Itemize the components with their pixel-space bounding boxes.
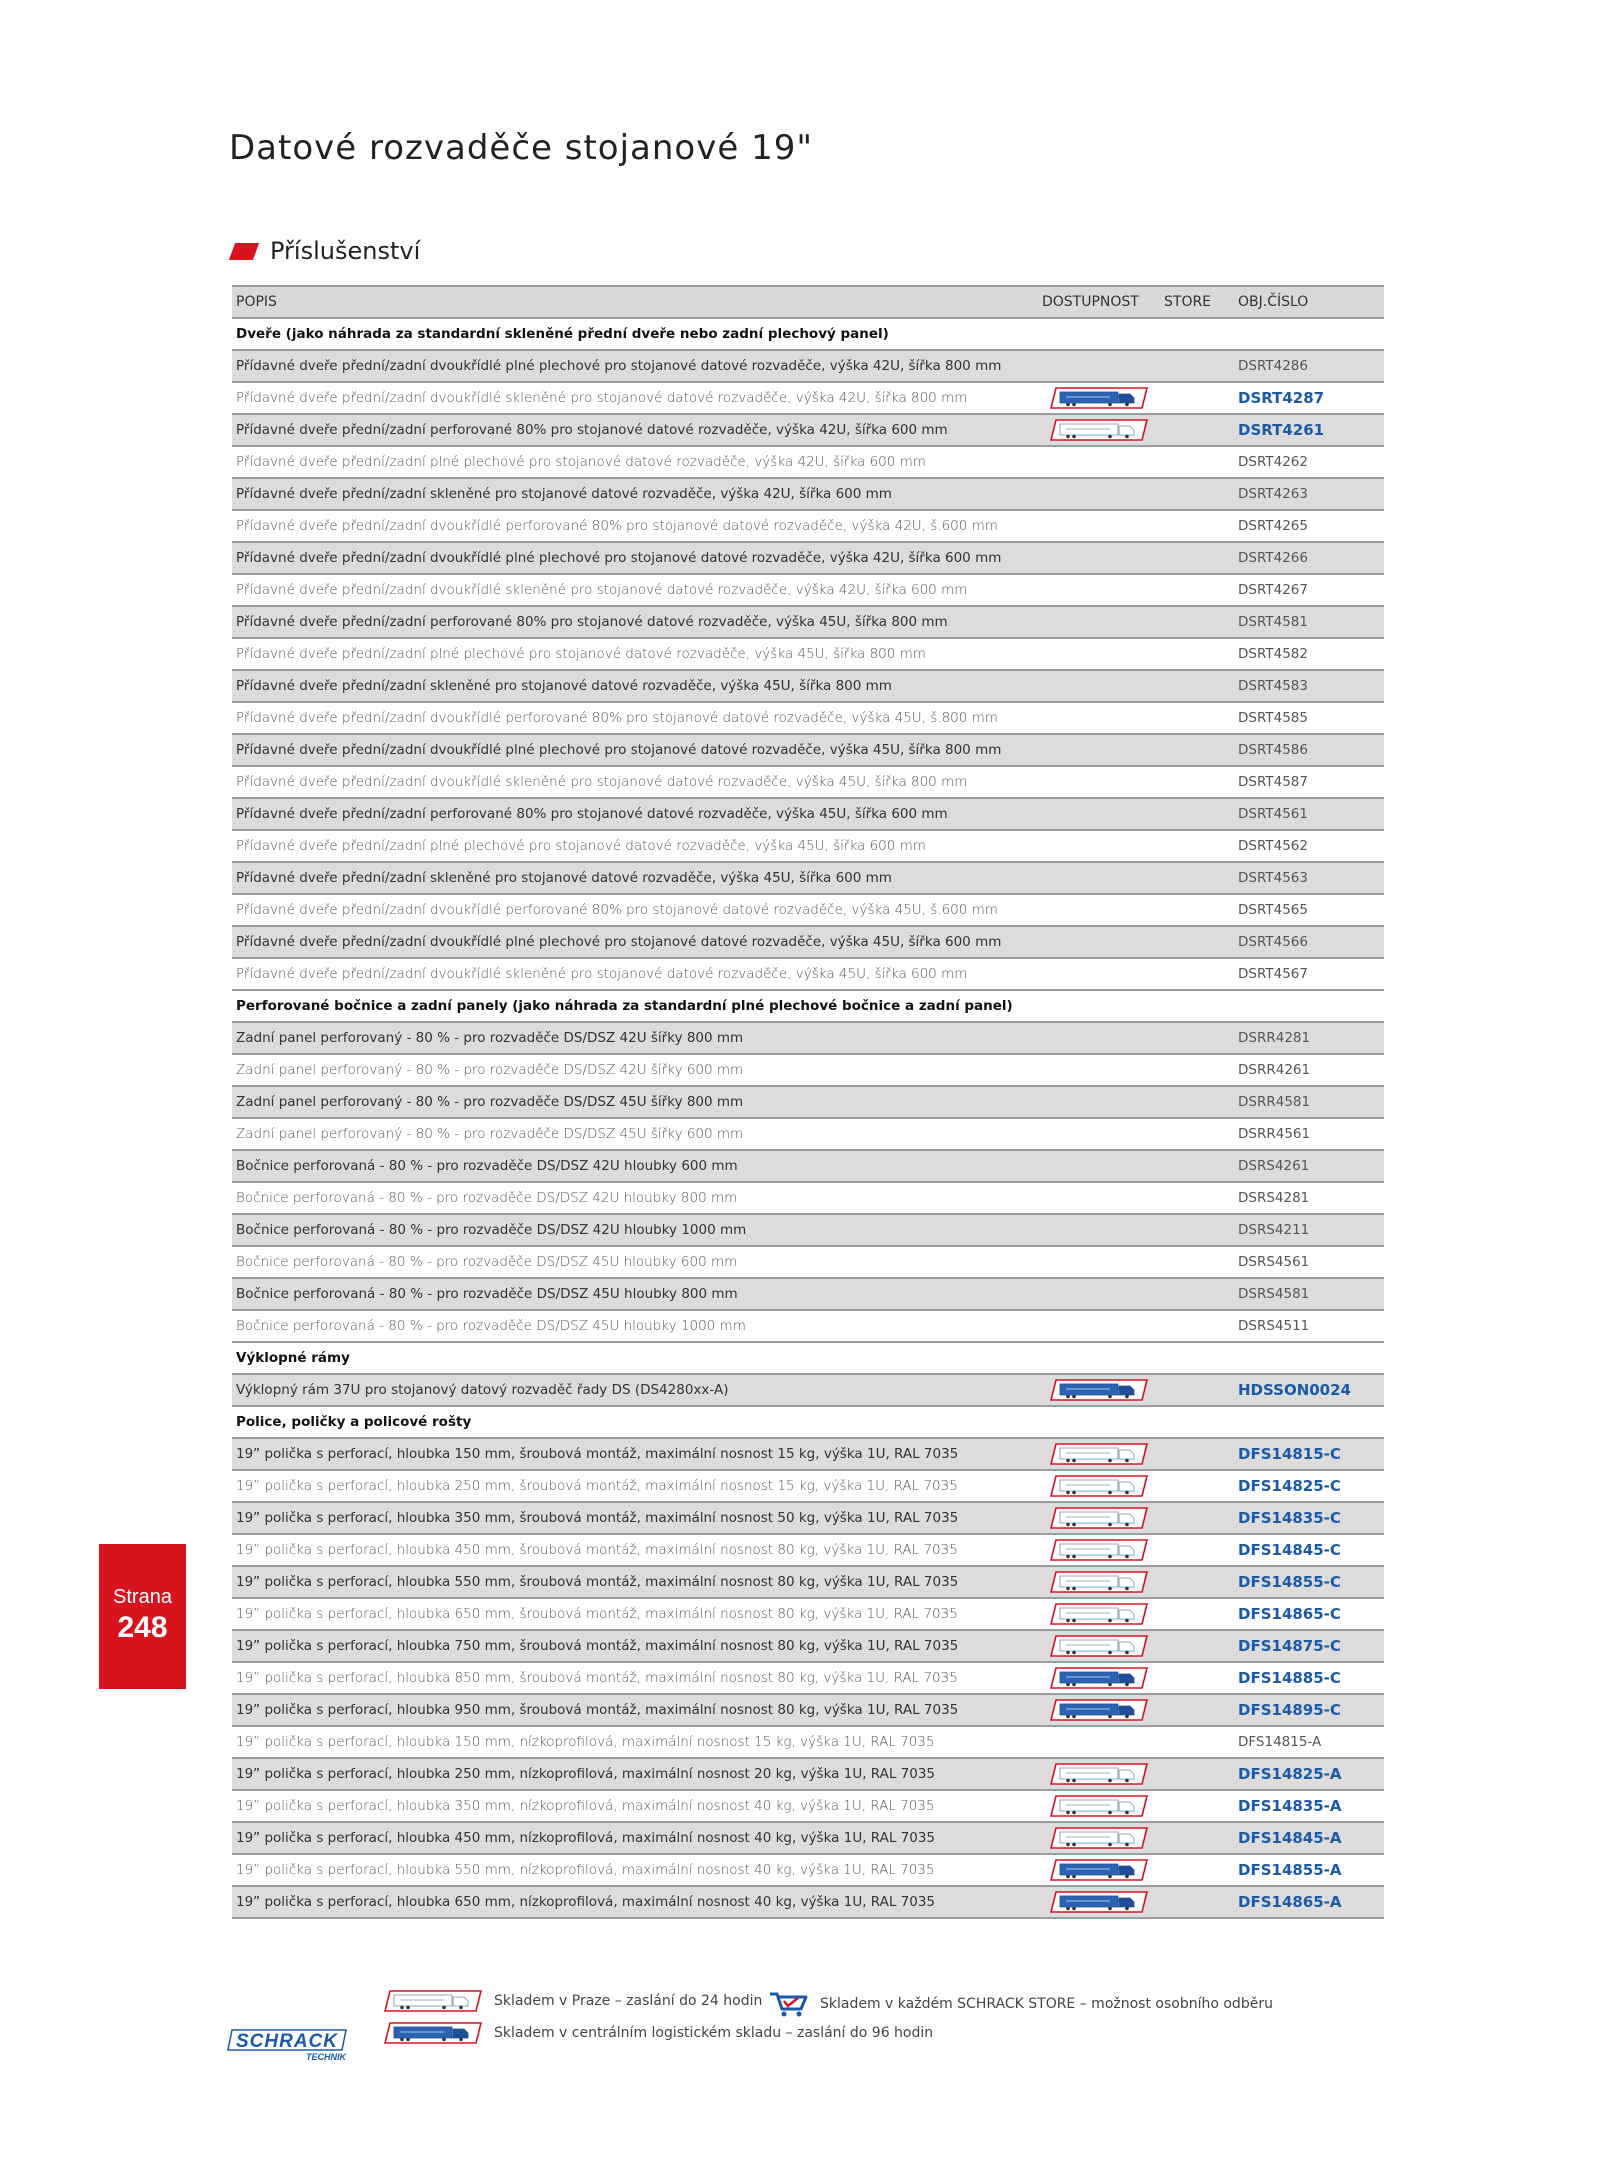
shopping-cart-icon (768, 1990, 808, 2018)
row-store (1160, 1086, 1234, 1118)
table-row (232, 766, 1384, 798)
row-store (1160, 926, 1234, 958)
row-description: Přídavné dveře přední/zadní skleněné pro stojanové datové rozvaděče, výška 45U, šířka 600 mm (232, 862, 1038, 894)
row-order-number: DSRS4261 (1234, 1150, 1384, 1182)
row-order-number: DFS14845-A (1234, 1822, 1384, 1854)
table-row (232, 958, 1384, 990)
header-dostupnost: DOSTUPNOST (1038, 286, 1160, 318)
row-order-number: DSRT4267 (1234, 574, 1384, 606)
truck-prague-icon (1050, 1763, 1148, 1785)
row-store (1160, 1854, 1234, 1886)
row-store (1160, 1022, 1234, 1054)
row-description: Zadní panel perforovaný - 80 % - pro rozvaděče DS/DSZ 45U šířky 800 mm (232, 1086, 1038, 1118)
row-store (1160, 1150, 1234, 1182)
row-order-number: DFS14855-A (1234, 1854, 1384, 1886)
truck-prague-icon (1050, 1475, 1148, 1497)
row-store (1160, 894, 1234, 926)
group-title: Police, poličky a policové rošty (232, 1406, 1384, 1438)
row-order-number: DSRT4581 (1234, 606, 1384, 638)
row-order-number: DSRS4581 (1234, 1278, 1384, 1310)
row-description: Přídavné dveře přední/zadní perforované 80% pro stojanové datové rozvaděče, výška 45U, šířka 600 mm (232, 798, 1038, 830)
row-store (1160, 1374, 1234, 1406)
row-store (1160, 1310, 1234, 1342)
legend-item-store (768, 1990, 1273, 2018)
row-availability (1038, 1022, 1160, 1054)
row-store (1160, 798, 1234, 830)
truck-prague-icon (1050, 1443, 1148, 1465)
row-description: 19” polička s perforací, hloubka 250 mm, šroubová montáž, maximální nosnost 15 kg, výška 1U, RAL 7035 (232, 1470, 1038, 1502)
row-order-number: DSRT4583 (1234, 670, 1384, 702)
row-description: Zadní panel perforovaný - 80 % - pro rozvaděče DS/DSZ 42U šířky 800 mm (232, 1022, 1038, 1054)
table-row (232, 1438, 1384, 1470)
row-description: Bočnice perforovaná - 80 % - pro rozvaděče DS/DSZ 42U hloubky 800 mm (232, 1182, 1038, 1214)
row-order-number: DSRR4281 (1234, 1022, 1384, 1054)
table-row (232, 1790, 1384, 1822)
row-availability (1038, 958, 1160, 990)
table-row (232, 446, 1384, 478)
truck-prague-icon (1050, 1571, 1148, 1593)
truck-prague-icon (1050, 1603, 1148, 1625)
row-order-number: DSRT4567 (1234, 958, 1384, 990)
row-store (1160, 830, 1234, 862)
truck-central-icon (1050, 1891, 1148, 1913)
row-store (1160, 734, 1234, 766)
table-row (232, 1214, 1384, 1246)
row-availability (1038, 414, 1160, 446)
table-row (232, 1630, 1384, 1662)
row-description: 19” polička s perforací, hloubka 150 mm, šroubová montáž, maximální nosnost 15 kg, výška 1U, RAL 7035 (232, 1438, 1038, 1470)
row-description: Přídavné dveře přední/zadní dvoukřídlé skleněné pro stojanové datové rozvaděče, výška 45U, šířka 600 mm (232, 958, 1038, 990)
table-row (232, 478, 1384, 510)
row-order-number: DSRT4286 (1234, 350, 1384, 382)
row-description: 19” polička s perforací, hloubka 450 mm, šroubová montáž, maximální nosnost 80 kg, výška 1U, RAL 7035 (232, 1534, 1038, 1566)
table-row (232, 1182, 1384, 1214)
row-description: Přídavné dveře přední/zadní plné plechové pro stojanové datové rozvaděče, výška 45U, šířka 600 mm (232, 830, 1038, 862)
table-body (232, 318, 1384, 1918)
section-title: Příslušenství (270, 237, 421, 265)
row-description: Přídavné dveře přední/zadní plné plechové pro stojanové datové rozvaděče, výška 42U, šířka 600 mm (232, 446, 1038, 478)
table-group-row (232, 1406, 1384, 1438)
row-store (1160, 1214, 1234, 1246)
row-order-number: DSRS4211 (1234, 1214, 1384, 1246)
row-availability (1038, 1054, 1160, 1086)
row-store (1160, 1886, 1234, 1918)
table-row (232, 1150, 1384, 1182)
table-header-row (232, 286, 1384, 318)
row-store (1160, 1662, 1234, 1694)
row-store (1160, 1118, 1234, 1150)
row-store (1160, 1470, 1234, 1502)
truck-central-icon (1050, 387, 1148, 409)
row-order-number: DSRT4261 (1234, 414, 1384, 446)
row-availability (1038, 1822, 1160, 1854)
truck-prague-icon (384, 1990, 494, 2012)
row-order-number: DSRR4261 (1234, 1054, 1384, 1086)
row-availability (1038, 1566, 1160, 1598)
row-availability (1038, 1726, 1160, 1758)
row-store (1160, 606, 1234, 638)
table-row (232, 510, 1384, 542)
row-availability (1038, 1470, 1160, 1502)
row-store (1160, 446, 1234, 478)
page-number: 248 (117, 1611, 168, 1644)
row-store (1160, 766, 1234, 798)
row-availability (1038, 1086, 1160, 1118)
row-availability (1038, 1598, 1160, 1630)
row-availability (1038, 446, 1160, 478)
row-order-number: DSRT4562 (1234, 830, 1384, 862)
truck-central-icon (384, 2022, 494, 2044)
row-availability (1038, 1502, 1160, 1534)
row-description: Přídavné dveře přední/zadní dvoukřídlé perforované 80% pro stojanové datové rozvaděče, výška 42U, š.600 mm (232, 510, 1038, 542)
row-availability (1038, 702, 1160, 734)
legend-item-prague (384, 1990, 762, 2012)
row-availability (1038, 670, 1160, 702)
row-availability (1038, 1310, 1160, 1342)
row-availability (1038, 1630, 1160, 1662)
row-order-number: DFS14855-C (1234, 1566, 1384, 1598)
table-row (232, 1374, 1384, 1406)
row-description: Přídavné dveře přední/zadní dvoukřídlé plné plechové pro stojanové datové rozvaděče, výška 42U, šířka 800 mm (232, 350, 1038, 382)
row-order-number: DSRT4287 (1234, 382, 1384, 414)
table-row (232, 1726, 1384, 1758)
row-description: Bočnice perforovaná - 80 % - pro rozvaděče DS/DSZ 45U hloubky 1000 mm (232, 1310, 1038, 1342)
legend-central-text: Skladem v centrálním logistickém skladu – zaslání do 96 hodin (494, 2025, 934, 2041)
table-row (232, 670, 1384, 702)
row-store (1160, 958, 1234, 990)
row-availability (1038, 1278, 1160, 1310)
table-row (232, 1118, 1384, 1150)
row-description: 19” polička s perforací, hloubka 350 mm, nízkoprofilová, maximální nosnost 40 kg, výška 1U, RAL 7035 (232, 1790, 1038, 1822)
row-availability (1038, 1662, 1160, 1694)
row-order-number: DSRT4262 (1234, 446, 1384, 478)
table-group-row (232, 318, 1384, 350)
row-availability (1038, 1374, 1160, 1406)
row-description: 19” polička s perforací, hloubka 850 mm, šroubová montáž, maximální nosnost 80 kg, výška 1U, RAL 7035 (232, 1662, 1038, 1694)
row-order-number: DFS14875-C (1234, 1630, 1384, 1662)
page-label: Strana (113, 1586, 172, 1608)
table-row (232, 350, 1384, 382)
row-order-number: DSRT4266 (1234, 542, 1384, 574)
row-description: 19” polička s perforací, hloubka 150 mm, nízkoprofilová, maximální nosnost 15 kg, výška 1U, RAL 7035 (232, 1726, 1038, 1758)
truck-prague-icon (1050, 1795, 1148, 1817)
table-row (232, 382, 1384, 414)
row-store (1160, 1630, 1234, 1662)
row-description: Přídavné dveře přední/zadní skleněné pro stojanové datové rozvaděče, výška 45U, šířka 800 mm (232, 670, 1038, 702)
legend-prague-text: Skladem v Praze – zaslání do 24 hodin (494, 1993, 763, 2009)
table-row (232, 638, 1384, 670)
row-description: Zadní panel perforovaný - 80 % - pro rozvaděče DS/DSZ 42U šířky 600 mm (232, 1054, 1038, 1086)
row-description: Bočnice perforovaná - 80 % - pro rozvaděče DS/DSZ 42U hloubky 600 mm (232, 1150, 1038, 1182)
table-row (232, 926, 1384, 958)
row-order-number: DSRT4582 (1234, 638, 1384, 670)
row-description: Zadní panel perforovaný - 80 % - pro rozvaděče DS/DSZ 45U šířky 600 mm (232, 1118, 1038, 1150)
page-number-tab (99, 1544, 186, 1689)
row-order-number: DFS14865-C (1234, 1598, 1384, 1630)
row-availability (1038, 1534, 1160, 1566)
row-store (1160, 542, 1234, 574)
row-order-number: DSRR4561 (1234, 1118, 1384, 1150)
row-store (1160, 1758, 1234, 1790)
schrack-logo (226, 2028, 350, 2062)
table-row (232, 1086, 1384, 1118)
row-order-number: DSRT4566 (1234, 926, 1384, 958)
row-availability (1038, 1886, 1160, 1918)
page-title: Datové rozvaděče stojanové 19" (229, 128, 813, 168)
row-order-number: DFS14835-C (1234, 1502, 1384, 1534)
row-store (1160, 1246, 1234, 1278)
row-order-number: DSRT4563 (1234, 862, 1384, 894)
row-description: Bočnice perforovaná - 80 % - pro rozvaděče DS/DSZ 45U hloubky 600 mm (232, 1246, 1038, 1278)
row-order-number: DFS14865-A (1234, 1886, 1384, 1918)
row-description: Přídavné dveře přední/zadní dvoukřídlé plné plechové pro stojanové datové rozvaděče, výška 42U, šířka 600 mm (232, 542, 1038, 574)
table-row (232, 702, 1384, 734)
row-availability (1038, 1438, 1160, 1470)
row-store (1160, 1534, 1234, 1566)
row-order-number: DFS14885-C (1234, 1662, 1384, 1694)
header-popis: POPIS (232, 286, 1038, 318)
row-store (1160, 1726, 1234, 1758)
legend-store-text: Skladem v každém SCHRACK STORE – možnost osobního odběru (820, 1996, 1273, 2012)
row-order-number: HDSSON0024 (1234, 1374, 1384, 1406)
row-description: Přídavné dveře přední/zadní dvoukřídlé perforované 80% pro stojanové datové rozvaděče, výška 45U, š.600 mm (232, 894, 1038, 926)
truck-prague-icon (1050, 419, 1148, 441)
table-group-row (232, 1342, 1384, 1374)
truck-central-icon (1050, 1667, 1148, 1689)
truck-central-icon (1050, 1859, 1148, 1881)
row-store (1160, 414, 1234, 446)
row-store (1160, 702, 1234, 734)
row-store (1160, 1182, 1234, 1214)
row-description: 19” polička s perforací, hloubka 650 mm, nízkoprofilová, maximální nosnost 40 kg, výška 1U, RAL 7035 (232, 1886, 1038, 1918)
row-description: 19” polička s perforací, hloubka 250 mm, nízkoprofilová, maximální nosnost 20 kg, výška 1U, RAL 7035 (232, 1758, 1038, 1790)
table-row (232, 1566, 1384, 1598)
row-availability (1038, 926, 1160, 958)
row-description: Přídavné dveře přední/zadní dvoukřídlé plné plechové pro stojanové datové rozvaděče, výška 45U, šířka 600 mm (232, 926, 1038, 958)
table-row (232, 1022, 1384, 1054)
row-store (1160, 1694, 1234, 1726)
row-order-number: DSRS4561 (1234, 1246, 1384, 1278)
row-store (1160, 1054, 1234, 1086)
row-availability (1038, 1790, 1160, 1822)
row-availability (1038, 350, 1160, 382)
table-row (232, 894, 1384, 926)
table-row (232, 542, 1384, 574)
table-row (232, 574, 1384, 606)
truck-prague-icon (1050, 1507, 1148, 1529)
row-description: Přídavné dveře přední/zadní skleněné pro stojanové datové rozvaděče, výška 42U, šířka 600 mm (232, 478, 1038, 510)
row-description: Přídavné dveře přední/zadní dvoukřídlé skleněné pro stojanové datové rozvaděče, výška 42U, šířka 800 mm (232, 382, 1038, 414)
row-availability (1038, 1182, 1160, 1214)
table-row (232, 1502, 1384, 1534)
row-description: 19” polička s perforací, hloubka 550 mm, šroubová montáž, maximální nosnost 80 kg, výška 1U, RAL 7035 (232, 1566, 1038, 1598)
row-store (1160, 574, 1234, 606)
row-order-number: DSRT4265 (1234, 510, 1384, 542)
table-row (232, 1534, 1384, 1566)
row-description: 19” polička s perforací, hloubka 350 mm, šroubová montáž, maximální nosnost 50 kg, výška 1U, RAL 7035 (232, 1502, 1038, 1534)
table-row (232, 1886, 1384, 1918)
table-row (232, 1470, 1384, 1502)
row-order-number: DSRT4585 (1234, 702, 1384, 734)
row-availability (1038, 382, 1160, 414)
row-store (1160, 670, 1234, 702)
row-availability (1038, 894, 1160, 926)
row-availability (1038, 1246, 1160, 1278)
svg-text:TECHNIK: TECHNIK (306, 2052, 346, 2062)
group-title: Perforované bočnice a zadní panely (jako náhrada za standardní plné plechové bočnice a zadní panel) (232, 990, 1384, 1022)
table-row (232, 1278, 1384, 1310)
row-store (1160, 350, 1234, 382)
row-order-number: DFS14815-A (1234, 1726, 1384, 1758)
table-row (232, 1054, 1384, 1086)
table-row (232, 798, 1384, 830)
row-order-number: DSRT4565 (1234, 894, 1384, 926)
row-store (1160, 1278, 1234, 1310)
row-availability (1038, 478, 1160, 510)
row-order-number: DSRT4561 (1234, 798, 1384, 830)
group-title: Dveře (jako náhrada za standardní skleněné přední dveře nebo zadní plechový panel) (232, 318, 1384, 350)
truck-prague-icon (1050, 1827, 1148, 1849)
row-order-number: DSRS4281 (1234, 1182, 1384, 1214)
row-order-number: DFS14825-A (1234, 1758, 1384, 1790)
table-row (232, 1598, 1384, 1630)
row-store (1160, 638, 1234, 670)
row-availability (1038, 574, 1160, 606)
truck-central-icon (1050, 1699, 1148, 1721)
row-order-number: DFS14815-C (1234, 1438, 1384, 1470)
row-availability (1038, 638, 1160, 670)
truck-central-icon (1050, 1379, 1148, 1401)
row-availability (1038, 606, 1160, 638)
row-order-number: DSRT4263 (1234, 478, 1384, 510)
table-row (232, 1310, 1384, 1342)
row-order-number: DSRT4587 (1234, 766, 1384, 798)
row-store (1160, 1438, 1234, 1470)
row-order-number: DFS14835-A (1234, 1790, 1384, 1822)
row-store (1160, 1502, 1234, 1534)
row-description: Bočnice perforovaná - 80 % - pro rozvaděče DS/DSZ 42U hloubky 1000 mm (232, 1214, 1038, 1246)
table-row (232, 1662, 1384, 1694)
row-availability (1038, 510, 1160, 542)
table-row (232, 1758, 1384, 1790)
section-marker (229, 243, 259, 260)
row-store (1160, 1566, 1234, 1598)
header-store: STORE (1160, 286, 1234, 318)
row-availability (1038, 1214, 1160, 1246)
product-table (232, 285, 1384, 1919)
row-description: 19” polička s perforací, hloubka 650 mm, šroubová montáž, maximální nosnost 80 kg, výška 1U, RAL 7035 (232, 1598, 1038, 1630)
row-description: 19” polička s perforací, hloubka 450 mm, nízkoprofilová, maximální nosnost 40 kg, výška 1U, RAL 7035 (232, 1822, 1038, 1854)
table-row (232, 606, 1384, 638)
row-description: 19” polička s perforací, hloubka 950 mm, šroubová montáž, maximální nosnost 80 kg, výška 1U, RAL 7035 (232, 1694, 1038, 1726)
table-row (232, 1854, 1384, 1886)
row-availability (1038, 798, 1160, 830)
row-availability (1038, 766, 1160, 798)
row-description: Přídavné dveře přední/zadní perforované 80% pro stojanové datové rozvaděče, výška 42U, šířka 600 mm (232, 414, 1038, 446)
row-store (1160, 1598, 1234, 1630)
table-row (232, 830, 1384, 862)
row-availability (1038, 1118, 1160, 1150)
row-availability (1038, 542, 1160, 574)
table-row (232, 1246, 1384, 1278)
header-obj-cislo: OBJ.ČÍSLO (1234, 286, 1384, 318)
row-description: Přídavné dveře přední/zadní dvoukřídlé plné plechové pro stojanové datové rozvaděče, výška 45U, šířka 800 mm (232, 734, 1038, 766)
row-availability (1038, 1758, 1160, 1790)
row-availability (1038, 734, 1160, 766)
table-row (232, 734, 1384, 766)
table-row (232, 1694, 1384, 1726)
legend-item-central (384, 2022, 933, 2044)
table-group-row (232, 990, 1384, 1022)
row-description: Přídavné dveře přední/zadní dvoukřídlé skleněné pro stojanové datové rozvaděče, výška 45U, šířka 800 mm (232, 766, 1038, 798)
table-row (232, 414, 1384, 446)
row-description: Přídavné dveře přední/zadní dvoukřídlé perforované 80% pro stojanové datové rozvaděče, výška 45U, š.800 mm (232, 702, 1038, 734)
row-store (1160, 1790, 1234, 1822)
table-row (232, 1822, 1384, 1854)
truck-prague-icon (1050, 1635, 1148, 1657)
row-availability (1038, 1694, 1160, 1726)
row-store (1160, 1822, 1234, 1854)
row-description: Přídavné dveře přední/zadní plné plechové pro stojanové datové rozvaděče, výška 45U, šířka 800 mm (232, 638, 1038, 670)
row-availability (1038, 862, 1160, 894)
row-store (1160, 478, 1234, 510)
truck-prague-icon (1050, 1539, 1148, 1561)
row-description: Přídavné dveře přední/zadní dvoukřídlé skleněné pro stojanové datové rozvaděče, výška 42U, šířka 600 mm (232, 574, 1038, 606)
row-store (1160, 382, 1234, 414)
row-description: Přídavné dveře přední/zadní perforované 80% pro stojanové datové rozvaděče, výška 45U, šířka 800 mm (232, 606, 1038, 638)
group-title: Výklopné rámy (232, 1342, 1384, 1374)
row-description: 19” polička s perforací, hloubka 550 mm, nízkoprofilová, maximální nosnost 40 kg, výška 1U, RAL 7035 (232, 1854, 1038, 1886)
row-store (1160, 862, 1234, 894)
row-order-number: DFS14825-C (1234, 1470, 1384, 1502)
row-order-number: DSRR4581 (1234, 1086, 1384, 1118)
row-order-number: DSRS4511 (1234, 1310, 1384, 1342)
row-order-number: DSRT4586 (1234, 734, 1384, 766)
row-store (1160, 510, 1234, 542)
row-description: Výklopný rám 37U pro stojanový datový rozvaděč řady DS (DS4280xx-A) (232, 1374, 1038, 1406)
table-row (232, 862, 1384, 894)
section-header (232, 236, 420, 266)
row-availability (1038, 1150, 1160, 1182)
row-description: Bočnice perforovaná - 80 % - pro rozvaděče DS/DSZ 45U hloubky 800 mm (232, 1278, 1038, 1310)
row-order-number: DFS14895-C (1234, 1694, 1384, 1726)
row-order-number: DFS14845-C (1234, 1534, 1384, 1566)
svg-text:SCHRACK: SCHRACK (236, 2031, 338, 2052)
row-availability (1038, 1854, 1160, 1886)
row-availability (1038, 830, 1160, 862)
row-description: 19” polička s perforací, hloubka 750 mm, šroubová montáž, maximální nosnost 80 kg, výška 1U, RAL 7035 (232, 1630, 1038, 1662)
